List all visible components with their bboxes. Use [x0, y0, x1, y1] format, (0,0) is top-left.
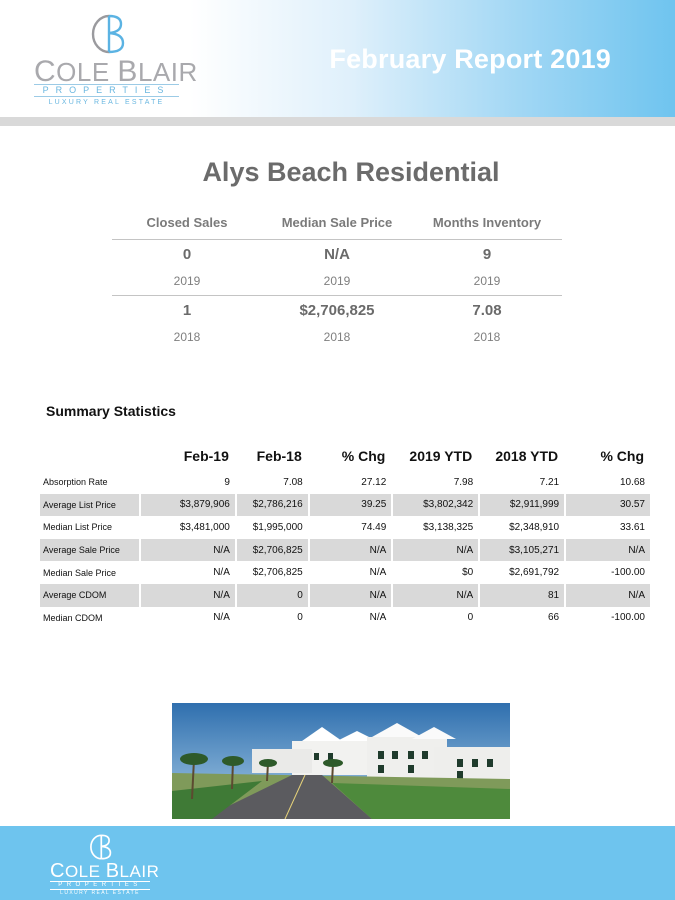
summary-cell: N/A — [393, 539, 478, 562]
summary-title: Summary Statistics — [46, 403, 176, 419]
summary-cell: N/A — [369, 567, 387, 579]
metrics-year-row-2019 — [112, 270, 562, 296]
summary-cell: N/A — [141, 584, 235, 607]
summary-cell: $2,706,825 — [237, 539, 308, 562]
summary-cell: 0 — [467, 612, 474, 624]
cb-monogram-icon — [87, 12, 127, 56]
metric-value: 7.08 — [472, 302, 502, 319]
summary-cell: 74.49 — [361, 521, 387, 533]
summary-cell: $3,138,325 — [423, 521, 474, 533]
summary-cell: $2,691,792 — [509, 567, 560, 579]
row-label: Average List Price — [40, 494, 139, 517]
report-header — [0, 0, 675, 118]
column-header: Feb-18 — [256, 448, 302, 464]
logo-wordmark: COLE BLAIR — [34, 55, 198, 88]
column-header: % Chg — [341, 448, 386, 464]
summary-header-row — [40, 441, 650, 471]
summary-cell: $3,802,342 — [393, 494, 478, 517]
summary-cell: $1,995,000 — [252, 521, 303, 533]
column-header: 2019 YTD — [409, 448, 473, 464]
summary-cell: N/A — [310, 539, 392, 562]
summary-cell: N/A — [310, 584, 392, 607]
metric-value: 9 — [482, 246, 492, 263]
summary-cell: 7.08 — [283, 476, 303, 488]
column-header: 2018 YTD — [495, 448, 559, 464]
alys-beach-street-image — [172, 703, 510, 819]
page-title: Alys Beach Residential — [202, 157, 500, 187]
metric-value: 0 — [182, 246, 192, 263]
summary-cell: N/A — [213, 612, 230, 624]
metric-year: 2019 — [412, 270, 562, 296]
summary-header-empty — [40, 441, 139, 471]
summary-cell: N/A — [213, 567, 230, 579]
summary-cell: N/A — [393, 584, 478, 607]
metric-year: 2019 — [112, 270, 262, 296]
footer-logo — [50, 832, 160, 897]
summary-cell: 39.25 — [310, 494, 392, 517]
metrics-header-row — [112, 210, 562, 240]
summary-row — [40, 584, 650, 607]
summary-cell: $3,481,000 — [179, 521, 230, 533]
report-footer — [0, 826, 675, 900]
column-header: Feb-19 — [183, 448, 229, 464]
footer-logo-wordmark: COLE BLAIR — [50, 860, 160, 882]
summary-cell: 81 — [480, 584, 564, 607]
summary-cell: N/A — [141, 539, 235, 562]
metric-header-closed-sales: Closed Sales — [112, 210, 262, 240]
summary-cell: $2,706,825 — [252, 567, 303, 579]
metrics-value-row-2019 — [112, 240, 562, 270]
summary-cell: 7.98 — [453, 476, 474, 488]
summary-cell: 66 — [548, 612, 560, 624]
metric-year: 2018 — [173, 330, 201, 344]
metric-value: 1 — [182, 302, 192, 319]
report-title: February Report 2019 — [329, 44, 611, 74]
summary-cell: -100.00 — [611, 612, 645, 624]
summary-cell: 0 — [237, 584, 308, 607]
summary-table — [38, 441, 652, 629]
summary-cell: 10.68 — [619, 476, 645, 488]
cb-monogram-icon — [87, 832, 113, 862]
metric-year: 2019 — [262, 270, 412, 296]
metric-value: N/A — [324, 246, 350, 263]
summary-cell: N/A — [369, 612, 387, 624]
summary-cell: 33.61 — [619, 521, 645, 533]
metrics-value-row-2018 — [112, 296, 562, 326]
summary-cell: 9 — [224, 476, 230, 488]
summary-cell: $2,348,910 — [509, 521, 560, 533]
logo-tagline: PROPERTIES — [34, 84, 179, 97]
metric-value: $2,706,825 — [299, 302, 375, 319]
summary-row — [40, 561, 650, 584]
company-logo — [34, 12, 198, 108]
metric-header-months-inventory: Months Inventory — [412, 210, 562, 240]
logo-subtagline: LUXURY REAL ESTATE — [48, 99, 165, 106]
summary-row — [40, 516, 650, 539]
property-photo — [172, 703, 510, 819]
summary-cell: 30.57 — [566, 494, 650, 517]
summary-cell: $2,786,216 — [237, 494, 308, 517]
summary-cell: 0 — [297, 612, 303, 624]
metric-header-median-sale-price: Median Sale Price — [262, 210, 412, 240]
summary-row — [40, 471, 650, 494]
metric-year: 2018 — [473, 330, 501, 344]
row-label: Average Sale Price — [40, 539, 139, 562]
row-label: Median Sale Price — [43, 567, 117, 578]
summary-row — [40, 494, 650, 517]
summary-cell: $3,105,271 — [480, 539, 564, 562]
summary-cell: 7.21 — [539, 476, 560, 488]
key-metrics — [112, 210, 562, 352]
summary-cell: 27.12 — [361, 476, 387, 488]
summary-cell: N/A — [566, 584, 650, 607]
footer-logo-subtagline: LUXURY REAL ESTATE — [60, 890, 140, 896]
footer-logo-tagline: PROPERTIES — [50, 881, 150, 890]
metric-year: 2018 — [323, 330, 351, 344]
row-label: Average CDOM — [40, 584, 139, 607]
row-label: Median CDOM — [43, 612, 103, 623]
summary-cell: $3,879,906 — [141, 494, 235, 517]
summary-cell: $2,911,999 — [480, 494, 564, 517]
row-label: Absorption Rate — [43, 477, 108, 488]
summary-row — [40, 607, 650, 630]
header-divider — [0, 117, 675, 126]
summary-cell: $0 — [462, 567, 474, 579]
column-header: % Chg — [600, 448, 644, 464]
summary-cell: -100.00 — [611, 567, 645, 579]
metrics-year-row-2018 — [112, 326, 562, 352]
summary-row — [40, 539, 650, 562]
summary-cell: N/A — [566, 539, 650, 562]
row-label: Median List Price — [43, 522, 113, 533]
